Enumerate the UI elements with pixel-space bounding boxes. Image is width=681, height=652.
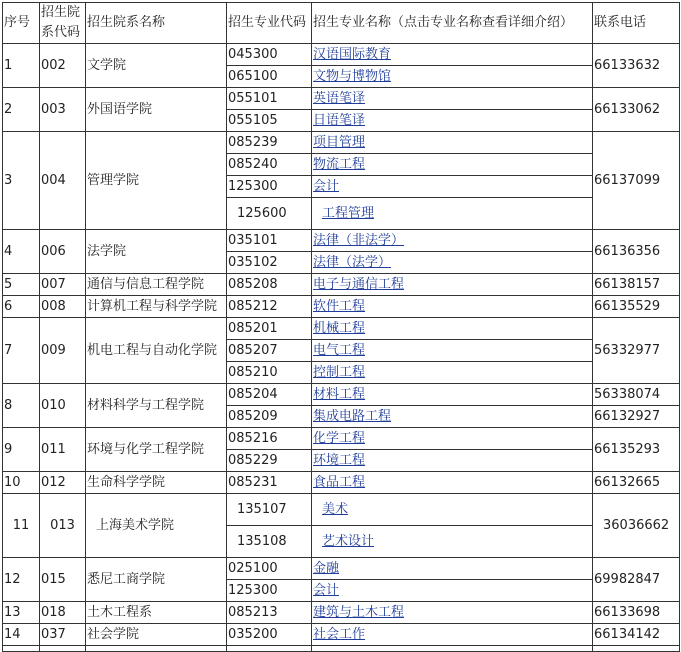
major-code-cell: 085239 [227, 132, 312, 154]
school-name-cell: 社会学院 [86, 624, 227, 646]
school-code-cell: 004 [40, 132, 86, 230]
phone-cell: 56332977 [593, 318, 680, 384]
table-row [3, 318, 680, 340]
school-name-cell: 计算机工程与科学学院 [86, 296, 227, 318]
major-link[interactable]: 金融 [312, 558, 593, 580]
table-row [3, 274, 680, 296]
school-name-cell: 管理学院 [86, 132, 227, 230]
seq-cell: 14 [3, 624, 40, 646]
major-code-cell: 085229 [227, 450, 312, 472]
header-seq: 序号 [3, 3, 40, 44]
major-link[interactable]: 环境工程 [312, 450, 593, 472]
table-row [3, 230, 680, 252]
major-link[interactable]: 控制工程 [312, 362, 593, 384]
major-code-cell: 085210 [227, 362, 312, 384]
phone-cell: 66133062 [593, 88, 680, 132]
school-code-cell: 010 [40, 384, 86, 428]
major-code-cell: 055105 [227, 110, 312, 132]
school-code-cell: 018 [40, 602, 86, 624]
phone-cell: 66132665 [593, 472, 680, 494]
header-row [3, 3, 680, 44]
table-row [3, 624, 680, 646]
seq-cell: 6 [3, 296, 40, 318]
seq-cell: 11 [3, 494, 40, 558]
phone-cell: 56338074 [593, 384, 680, 406]
major-link[interactable]: 建筑与土木工程 [312, 602, 593, 624]
school-code-cell: 003 [40, 88, 86, 132]
major-code-cell: 085216 [227, 428, 312, 450]
major-link[interactable]: 美术 [312, 494, 593, 526]
major-link[interactable]: 食品工程 [312, 472, 593, 494]
table-row [3, 558, 680, 580]
major-link[interactable]: 艺术设计 [312, 526, 593, 558]
major-code-cell: 055101 [227, 88, 312, 110]
school-name-cell: 机电工程与自动化学院 [86, 318, 227, 384]
major-code-cell: 035101 [227, 230, 312, 252]
major-code-cell: 085204 [227, 384, 312, 406]
major-link[interactable]: 材料工程 [312, 384, 593, 406]
school-name-cell: 上海美术学院 [86, 494, 227, 558]
major-link[interactable]: 社会工作 [312, 624, 593, 646]
header-school-code: 招生院系代码 [40, 3, 86, 44]
school-code-cell: 002 [40, 44, 86, 88]
school-name-cell: 悉尼工商学院 [86, 558, 227, 602]
major-link[interactable]: 日语笔译 [312, 110, 593, 132]
school-code-cell: 011 [40, 428, 86, 472]
header-major-name: 招生专业名称（点击专业名称查看详细介绍） [312, 3, 593, 44]
school-code-cell: 009 [40, 318, 86, 384]
header-phone: 联系电话 [593, 3, 680, 44]
header-school-name: 招生院系名称 [86, 3, 227, 44]
seq-cell: 7 [3, 318, 40, 384]
school-code-cell: 006 [40, 230, 86, 274]
school-code-cell: 007 [40, 274, 86, 296]
table-row [3, 384, 680, 406]
phone-cell: 66136356 [593, 230, 680, 274]
seq-cell: 9 [3, 428, 40, 472]
major-code-cell: 125600 [227, 198, 312, 230]
school-name-cell: 法学院 [86, 230, 227, 274]
header-major-code: 招生专业代码 [227, 3, 312, 44]
major-link[interactable]: 电子与通信工程 [312, 274, 593, 296]
table-row [3, 132, 680, 154]
seq-cell: 8 [3, 384, 40, 428]
major-link[interactable]: 法律（非法学） [312, 230, 593, 252]
major-link[interactable]: 电气工程 [312, 340, 593, 362]
school-name-cell: 外国语学院 [86, 88, 227, 132]
phone-cell: 66133632 [593, 44, 680, 88]
seq-cell: 2 [3, 88, 40, 132]
seq-cell: 10 [3, 472, 40, 494]
table-row [3, 428, 680, 450]
major-link[interactable]: 机械工程 [312, 318, 593, 340]
school-code-cell: 013 [40, 494, 86, 558]
phone-cell: 69982847 [593, 558, 680, 602]
school-code-cell: 012 [40, 472, 86, 494]
major-link[interactable]: 会计 [312, 580, 593, 602]
major-code-cell: 045300 [227, 44, 312, 66]
major-link[interactable]: 化学工程 [312, 428, 593, 450]
major-code-cell: 135107 [227, 494, 312, 526]
major-code-cell: 085213 [227, 602, 312, 624]
admissions-table [2, 2, 680, 652]
school-code-cell: 015 [40, 558, 86, 602]
school-name-cell: 文学院 [86, 44, 227, 88]
major-link[interactable]: 法律（法学） [312, 252, 593, 274]
table-row [3, 296, 680, 318]
phone-cell: 66132927 [593, 406, 680, 428]
major-link[interactable]: 工程管理 [312, 198, 593, 230]
major-link[interactable]: 文物与博物馆 [312, 66, 593, 88]
school-name-cell: 土木工程系 [86, 602, 227, 624]
phone-cell: 66135293 [593, 428, 680, 472]
major-code-cell: 085208 [227, 274, 312, 296]
table-row [3, 494, 680, 526]
major-link[interactable]: 集成电路工程 [312, 406, 593, 428]
seq-cell: 13 [3, 602, 40, 624]
phone-cell: 36036662 [593, 494, 680, 558]
phone-cell: 66133698 [593, 602, 680, 624]
major-code-cell: 065100 [227, 66, 312, 88]
phone-cell: 66137099 [593, 132, 680, 230]
major-link[interactable]: 项目管理 [312, 132, 593, 154]
major-code-cell: 035102 [227, 252, 312, 274]
table-row [3, 88, 680, 110]
major-code-cell: 125300 [227, 176, 312, 198]
seq-cell: 1 [3, 44, 40, 88]
table-row [3, 602, 680, 624]
seq-cell: 5 [3, 274, 40, 296]
table-row [3, 472, 680, 494]
major-code-cell: 085207 [227, 340, 312, 362]
major-code-cell: 085231 [227, 472, 312, 494]
major-link[interactable]: 物流工程 [312, 154, 593, 176]
major-code-cell: 125300 [227, 580, 312, 602]
seq-cell: 3 [3, 132, 40, 230]
major-code-cell: 085209 [227, 406, 312, 428]
major-link[interactable]: 软件工程 [312, 296, 593, 318]
seq-cell: 12 [3, 558, 40, 602]
major-code-cell: 085240 [227, 154, 312, 176]
table-row [3, 44, 680, 66]
school-code-cell: 008 [40, 296, 86, 318]
major-code-cell: 085212 [227, 296, 312, 318]
school-name-cell: 环境与化学工程学院 [86, 428, 227, 472]
school-name-cell: 材料科学与工程学院 [86, 384, 227, 428]
school-name-cell: 生命科学学院 [86, 472, 227, 494]
school-name-cell: 通信与信息工程学院 [86, 274, 227, 296]
school-code-cell: 037 [40, 624, 86, 646]
major-code-cell: 035200 [227, 624, 312, 646]
major-link[interactable]: 会计 [312, 176, 593, 198]
major-code-cell: 085201 [227, 318, 312, 340]
major-link[interactable]: 汉语国际教育 [312, 44, 593, 66]
phone-cell: 66134142 [593, 624, 680, 646]
phone-cell: 66135529 [593, 296, 680, 318]
major-link[interactable]: 英语笔译 [312, 88, 593, 110]
phone-cell: 66138157 [593, 274, 680, 296]
major-code-cell: 025100 [227, 558, 312, 580]
major-code-cell: 135108 [227, 526, 312, 558]
seq-cell: 4 [3, 230, 40, 274]
